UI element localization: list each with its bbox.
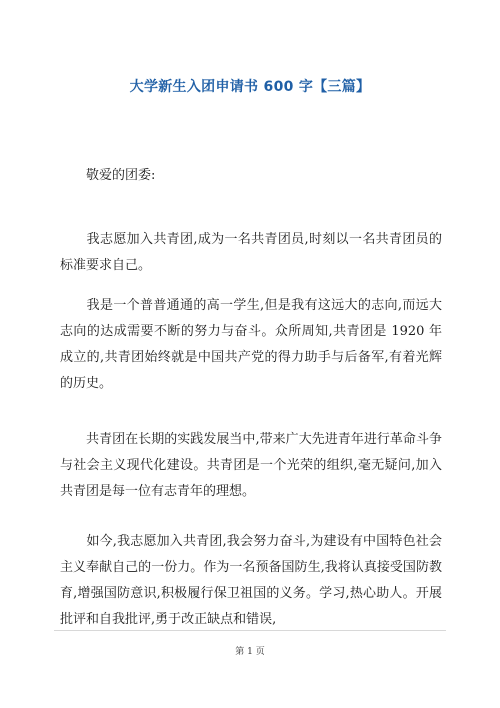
page-title: 大学新生入团申请书 600 字【三篇】 — [129, 79, 371, 95]
paragraph-4: 如今,我志愿加入共青团,我会努力奋斗,为建设有中国特色社会主义奉献自己的一份力。作为一名预备国防生,我将认真接受国防教育,增强国防意识,积极履行保卫祖国的义务。学习,热心助人。开展批评和自我批评,勇于改正缺点和错误, — [60, 534, 442, 627]
paragraph-2: 我是一个普普通通的高一学生,但是我有这远大的志向,而远大志向的达成需要不断的努力与奋斗。众所周知,共青团是 1920 年成立的,共青团始终就是中国共产党的得力助手与后备军,有着光辉的历史。 — [60, 298, 442, 391]
paragraph-3: 共青团在长期的实践发展当中,带来广大先进青年进行革命斗争与社会主义现代化建设。共青团是一个光荣的组织,毫无疑问,加入共青团是每一位有志青年的理想。 — [60, 432, 442, 499]
footer-divider — [54, 630, 446, 631]
greeting: 敬爱的团委: — [60, 168, 156, 183]
page-number: 第 1 页 — [235, 647, 265, 657]
paragraph-1: 我志愿加入共青团,成为一名共青团员,时刻以一名共青团员的标准要求自己。 — [60, 232, 442, 273]
